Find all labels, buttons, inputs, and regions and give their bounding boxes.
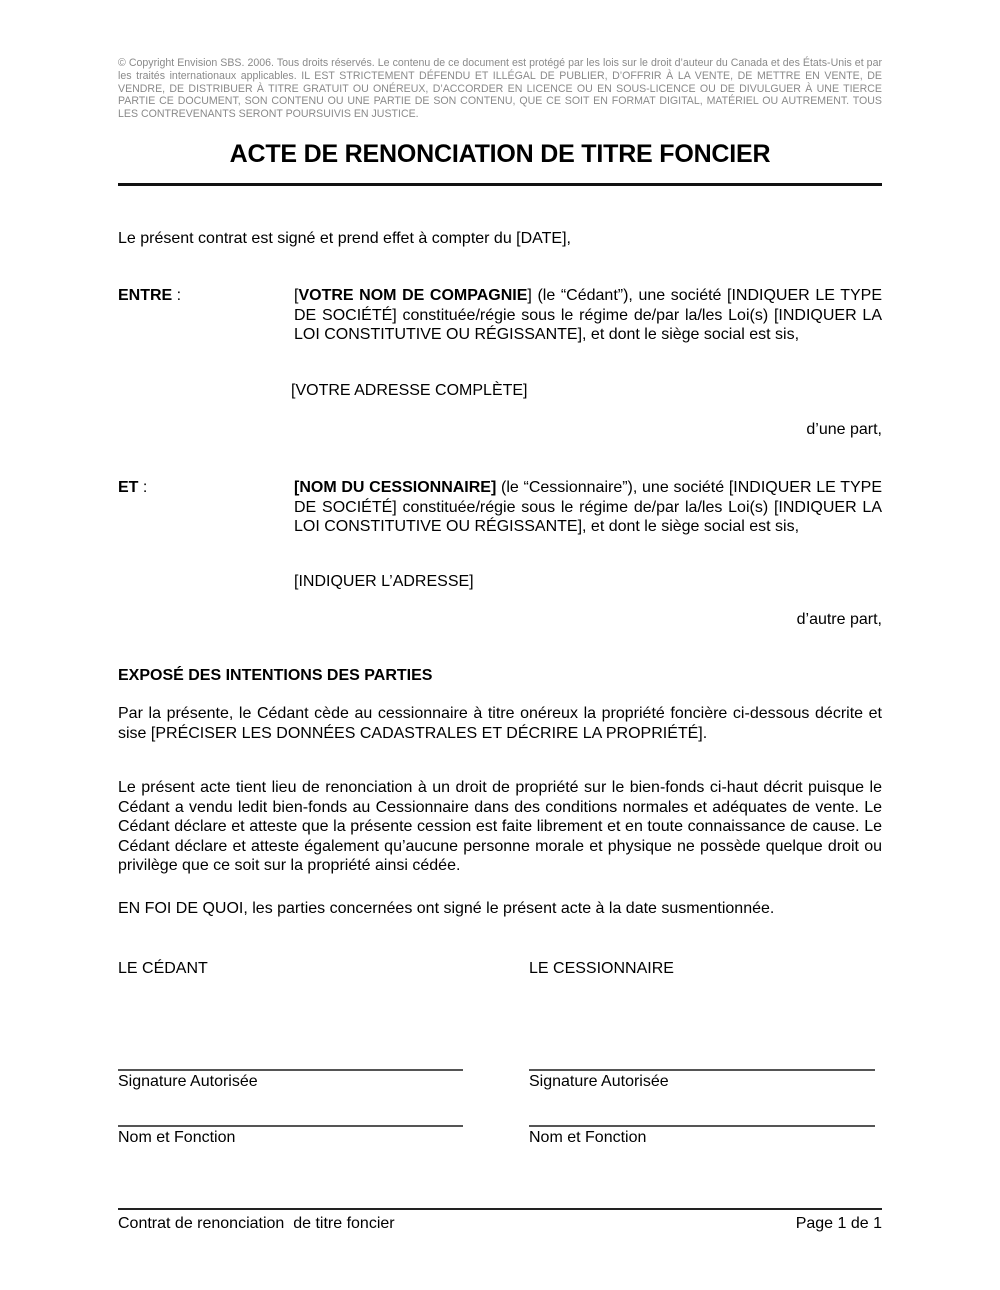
assignee-name-placeholder: [NOM DU CESSIONNAIRE] bbox=[294, 479, 497, 496]
document-title: ACTE DE RENONCIATION DE TITRE FONCIER bbox=[229, 140, 771, 168]
party-label-colon: : bbox=[138, 479, 148, 496]
signature-label-cedant: Signature Autorisée bbox=[118, 1073, 258, 1090]
party-description-cedant bbox=[294, 286, 882, 345]
party-label-text: ENTRE bbox=[118, 287, 173, 304]
signature-label-cessionnaire: Signature Autorisée bbox=[529, 1073, 669, 1090]
address-placeholder-cessionnaire: [INDIQUER L’ADRESSE] bbox=[294, 573, 474, 590]
signature-line-cessionnaire bbox=[529, 1069, 875, 1071]
signature-line-cedant bbox=[118, 1069, 463, 1071]
name-line-cedant bbox=[118, 1125, 463, 1127]
signatory-cedant: LE CÉDANT bbox=[118, 960, 208, 977]
footer-page-number: Page 1 de 1 bbox=[795, 1215, 882, 1232]
signatory-cessionnaire: LE CESSIONNAIRE bbox=[529, 960, 674, 977]
paragraph-renunciation: Le présent acte tient lieu de renonciation à un droit de propriété sur le bien-fonds ci-haut décrit puisque le Cédant a vendu ledit bien-fonds au Cessionnaire dans des conditions normales et adéquates de vente. Le Cédant déclare et atteste que la présente cession est faite librement et en toute connaissance de cause. Le Cédant déclare et atteste également qu’aucune personne morale et physique ne possède quelque droit ou privilège que ce soit sur la propriété ainsi cédée. bbox=[118, 779, 882, 874]
party-details: (le “Cédant”), une société [INDIQUER LE TYPE DE SOCIÉTÉ] constituée/régie sous le régime de/par la/les Loi(s) [INDIQUER LA LOI CONSTITUTIVE OU RÉGISSANTE], et dont le siège social est sis, bbox=[294, 287, 882, 343]
title-divider bbox=[118, 183, 882, 186]
party-label-colon: : bbox=[172, 287, 182, 304]
name-label-cedant: Nom et Fonction bbox=[118, 1129, 236, 1146]
name-line-cessionnaire bbox=[529, 1125, 875, 1127]
company-name-placeholder: VOTRE NOM DE COMPAGNIE bbox=[298, 287, 528, 304]
address-placeholder-cedant: [VOTRE ADRESSE COMPLÈTE] bbox=[291, 382, 528, 399]
party-label-entre bbox=[118, 286, 181, 306]
bracket-open: [ bbox=[294, 287, 299, 304]
paragraph-transfer: Par la présente, le Cédant cède au cessionnaire à titre onéreux la propriété foncière ci-dessous décrite et sise [PRÉCISER LES DONNÉES CADASTRALES ET DÉCRIRE LA PROPRIÉTÉ]. bbox=[118, 705, 882, 742]
copyright-notice: © Copyright Envision SBS. 2006. Tous droits réservés. Le contenu de ce document est protégé par les lois sur le droit d’auteur du Canada et des États-Unis et par les traités internationaux applicables. IL EST STRICTEMENT DÉFENDU ET ILLÉGAL DE PUBLIER, D’OFFRIR À LA VENTE, DE METTRE EN VENTE, DE VENDRE, DE DISTRIBUER À TITRE GRATUIT OU ONÉREUX, D’ACCORDER EN LICENCE OU EN SOUS-LICENCE OU DE DIVULGUER À UNE TIERCE PARTIE CE DOCUMENT, SON CONTENU OU UNE PARTIE DE SON CONTENU, QUE CE SOIT EN FORMAT DIGITAL, MATÉRIEL OU AUTREMENT. TOUS LES CONTREVENANTS SERONT POURSUIVIS EN JUSTICE. bbox=[118, 57, 882, 121]
bracket-close: ] bbox=[527, 287, 532, 304]
footer-document-name: Contrat de renonciation de titre foncier bbox=[118, 1215, 395, 1232]
closing-cedant: d’une part, bbox=[806, 421, 882, 438]
intro-statement: Le présent contrat est signé et prend effet à compter du [DATE], bbox=[118, 230, 571, 247]
party-label-et bbox=[118, 478, 147, 498]
party-description-cessionnaire bbox=[294, 478, 882, 537]
closing-cessionnaire: d’autre part, bbox=[796, 611, 882, 628]
party-details: (le “Cessionnaire”), une société [INDIQUER LE TYPE DE SOCIÉTÉ] constituée/régie sous le régime de/par la/les Loi(s) [INDIQUER LA LOI CONSTITUTIVE OU RÉGISSANTE], et dont le siège social est sis, bbox=[294, 479, 883, 535]
section-heading: EXPOSÉ DES INTENTIONS DES PARTIES bbox=[118, 667, 433, 684]
name-label-cessionnaire: Nom et Fonction bbox=[529, 1129, 647, 1146]
footer-divider bbox=[118, 1208, 882, 1210]
paragraph-in-witness: EN FOI DE QUOI, les parties concernées ont signé le présent acte à la date susmentionnée. bbox=[118, 900, 775, 917]
party-label-text: ET bbox=[118, 479, 139, 496]
